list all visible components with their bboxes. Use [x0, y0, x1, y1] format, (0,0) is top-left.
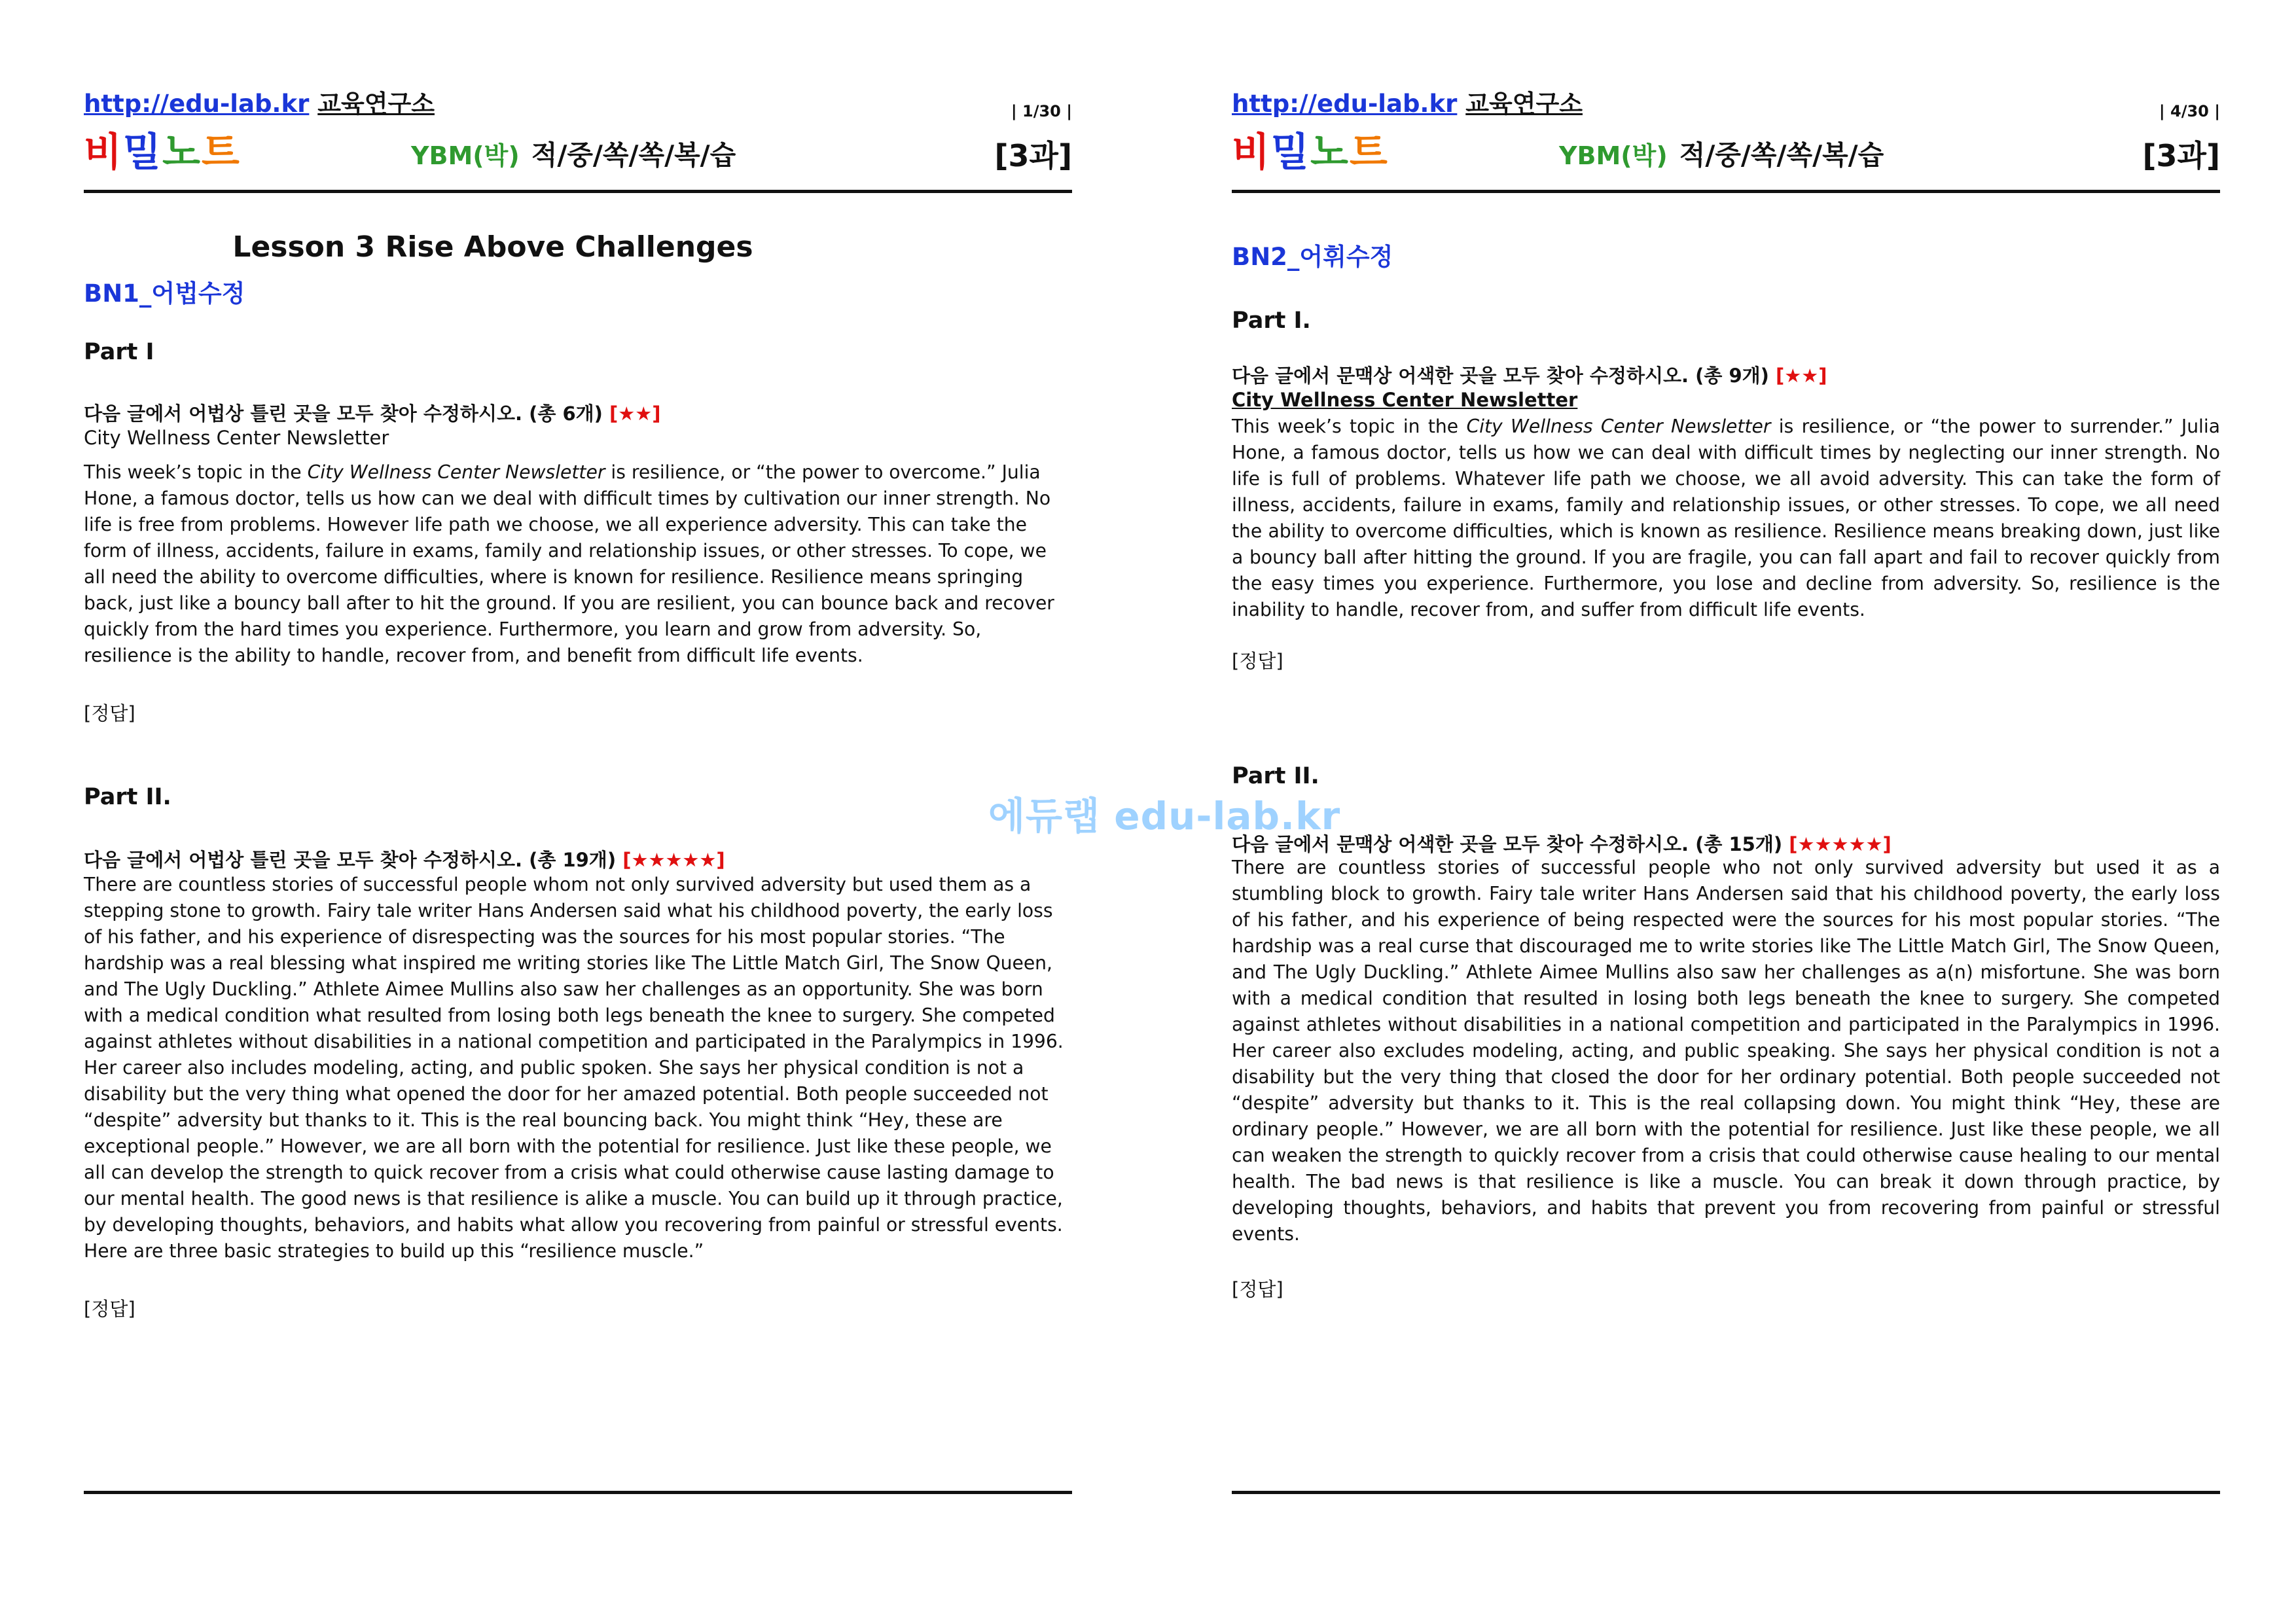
brand-char: 밀 — [122, 130, 162, 175]
brand-char: 노 — [162, 130, 202, 175]
footer-divider — [84, 1491, 1072, 1494]
instruction: 다음 글에서 문맥상 어색한 곳을 모두 찾아 수정하시오. (총 9개) [★★] — [1232, 365, 1827, 387]
passage-text: This week’s topic in the City Wellness Center Newsletter is resilience, or “the power to overcome.” Julia Hone, a famous doctor, tells us how can we deal with difficult times by cultivation our inner strength. No life is free from problems. However life path we choose, we all experience adversity. This can take the form of illness, accidents, failure in exams, family and relationship issues, or other stresses. To cope, we all need the ability to overcome difficulties, where is known for resilience. Resilience means springing back, just like a bouncy ball after to hit the ground. If you are resilient, you can bounce back and recover quickly from the hard times you experience. Furthermore, you learn and grow from adversity. So, resilience is the ability to handle, recover from, and benefit from difficult life events. — [84, 461, 1054, 666]
brand-logo — [84, 121, 241, 177]
right-page — [1232, 0, 2220, 1623]
institute-label: 교육연구소 — [317, 90, 435, 118]
part-heading: Part I — [84, 339, 154, 365]
footer-divider — [1232, 1491, 2220, 1494]
publisher-label: YBM(박) — [1559, 141, 1668, 170]
brand-char: 트 — [1349, 130, 1389, 175]
brand-char: 비 — [84, 130, 123, 175]
answer-label: [정답] — [1232, 650, 1283, 672]
activities-label: 적/중/쏙/쏙/복/습 — [531, 139, 736, 171]
header-divider — [1232, 190, 2220, 193]
lesson-number: [3과] — [994, 138, 1072, 173]
answer-label: [정답] — [1232, 1278, 1283, 1300]
page-indicator: | 4/30 | — [2159, 102, 2220, 120]
course-subtitle — [411, 134, 736, 172]
brand-char: 노 — [1310, 130, 1350, 175]
instruction: 다음 글에서 문맥상 어색한 곳을 모두 찾아 수정하시오. (총 15개) [★★★★★] — [1232, 833, 1892, 855]
newsletter-title: City Wellness Center Newsletter — [84, 427, 389, 449]
lesson-number: [3과] — [2142, 138, 2220, 173]
newsletter-title: City Wellness Center Newsletter — [1232, 389, 1578, 411]
institute-label: 교육연구소 — [1465, 90, 1583, 118]
part-heading: Part I. — [1232, 308, 1311, 334]
instruction: 다음 글에서 어법상 틀린 곳을 모두 찾아 수정하시오. (총 6개) [★★] — [84, 402, 661, 425]
header-link-line — [84, 84, 435, 119]
course-subtitle — [1559, 134, 1884, 172]
header-link-line — [1232, 84, 1583, 119]
activities-label: 적/중/쏙/쏙/복/습 — [1679, 139, 1884, 171]
instruction: 다음 글에서 어법상 틀린 곳을 모두 찾아 수정하시오. (총 19개) [★★★★★] — [84, 849, 725, 871]
section-title: BN1_어법수정 — [84, 279, 245, 308]
difficulty-stars: [★★] — [1776, 365, 1827, 387]
header-divider — [84, 190, 1072, 193]
answer-label: [정답] — [84, 702, 135, 724]
passage-text: This week’s topic in the City Wellness Center Newsletter is resilience, or “the power to surrender.” Julia Hone, a famous doctor, tells us how we can deal with difficult times by neglecting our inner strength. No life is full of problems. Whatever life path we choose, we all avoid adversity. This can take the form of illness, accidents, failure in exams, family and relationship issues, or other stresses. To cope, we all need the ability to overcome difficulties, which is known as resilience. Resilience means breaking down, just like a bouncy ball after hitting the ground. If you are fragile, you can fall apart and fail to recover quickly from the easy times you experience. Furthermore, you lose and decline from adversity. So, resilience is the inability to handle, recover from, and suffer from difficult life events. — [1232, 416, 2220, 620]
difficulty-stars: [★★] — [609, 402, 661, 425]
watermark: 에듀랩 edu-lab.kr — [988, 794, 1341, 838]
brand-char: 비 — [1232, 130, 1271, 175]
publisher-label: YBM(박) — [411, 141, 520, 170]
brand-char: 트 — [201, 130, 241, 175]
passage-text: There are countless stories of successful people whom not only survived adversity but used them as a stepping stone to growth. Fairy tale writer Hans Andersen said what his childhood poverty, the early loss of his father, and his experience of disrespecting was the sources for his most popular stories. “The hardship was a real blessing what inspired me writing stories like The Little Match Girl, The Snow Queen, and The Ugly Duckling.” Athlete Aimee Mullins also saw her challenges as an opportunity. She was born with a medical condition what resulted from losing both legs beneath the knee to surgery. She competed against athletes without disabilities in a national competition and participated in the Paralympics in 1996. Her career also includes modeling, acting, and public spoken. She says her physical condition is not a disability but the very thing what opened the door for her amazed potential. Both people succeeded not “despite” adversity but thanks to it. This is the real bouncing back. You might think “Hey, these are exceptional people.” However, we are all born with the potential for resilience. Just like these people, we all can develop the strength to quick recover from a crisis what could otherwise cause lasting damage to our mental health. The good news is that resilience is alike a muscle. You can build up it through practice, by developing thoughts, behaviors, and habits what allow you recovering from painful or stressful events. Here are three basic strategies to build up this “resilience muscle.” — [84, 874, 1064, 1262]
part-heading: Part II. — [84, 784, 171, 810]
site-link[interactable]: http://edu-lab.kr — [84, 90, 310, 118]
brand-char: 밀 — [1270, 130, 1310, 175]
page-indicator: | 1/30 | — [1011, 102, 1072, 120]
site-link[interactable]: http://edu-lab.kr — [1232, 90, 1458, 118]
part-heading: Part II. — [1232, 763, 1319, 789]
difficulty-stars: [★★★★★] — [1789, 833, 1892, 855]
left-page — [84, 0, 1072, 1623]
answer-label: [정답] — [84, 1298, 135, 1320]
difficulty-stars: [★★★★★] — [622, 849, 725, 871]
lesson-title: Lesson 3 Rise Above Challenges — [232, 230, 753, 264]
brand-logo — [1232, 121, 1389, 177]
passage-text: There are countless stories of successful people who not only survived adversity but used it as a stumbling block to growth. Fairy tale writer Hans Andersen said that his childhood poverty, the early loss of his father, and his experience of being respected were the sources for his most popular stories. “The hardship was a real curse that discouraged me to write stories like The Little Match Girl, The Snow Queen, and The Ugly Duckling.” Athlete Aimee Mullins also saw her challenges as a(n) misfortune. She was born with a medical condition that resulted in losing both legs beneath the knee to surgery. She competed against athletes without disabilities in a national competition and participated in the Paralympics in 1996. Her career also excludes modeling, acting, and public speaking. She says her physical condition is not a disability but the very thing that closed the door for her ordinary potential. Both people succeeded not “despite” adversity but thanks to it. This is the real collapsing down. You might think “Hey, these are ordinary people.” However, we are all born with the potential for resilience. Just like these people, we all can weaken the strength to quickly recover from a crisis that could otherwise cause healing to our mental health. The bad news is that resilience is like a muscle. You can break it down through practice, by developing thoughts, behaviors, and habits that prevent you from recovering from painful or stressful events. — [1232, 857, 2220, 1245]
section-title: BN2_어휘수정 — [1232, 243, 1393, 271]
